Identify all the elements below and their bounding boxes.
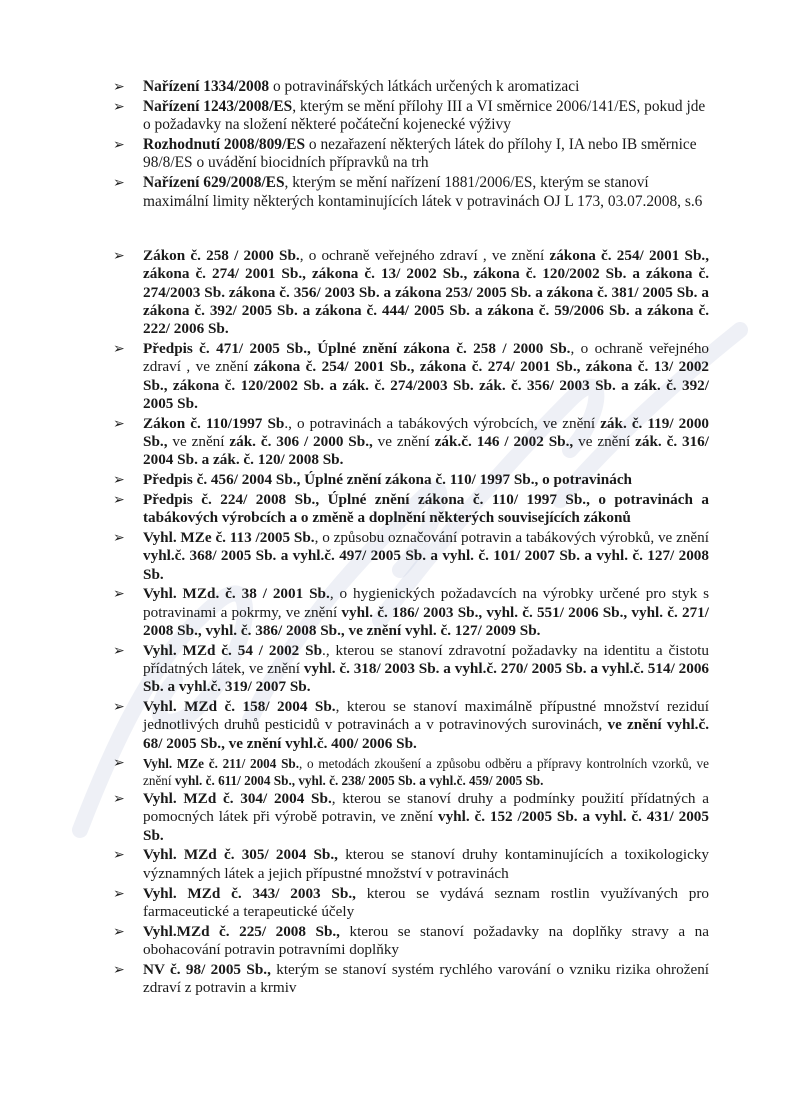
- description-text: kterým se stanoví systém rychlého varování o vzniku rizika ohrožení zdraví z potravin a krmiv: [143, 960, 710, 996]
- reference-bold-text: NV č. 98/ 2005 Sb.,: [143, 960, 271, 978]
- reference-bold-text: vyhl. č. 318/ 2003 Sb. a vyhl.č. 270/ 2005 Sb. a vyhl.č. 514/ 2006 Sb. a vyhl.č. 319/ 2007 Sb.: [143, 660, 710, 696]
- description-text: , kterým se mění nařízení 1881/2006/ES, kterým se stanoví maximální limity některých kontaminujících látek v potravinách OJ L 173, 03.07.2008, s.6: [143, 173, 703, 210]
- description-text: kterou se vydává seznam rostlin využívaných pro farmaceutické a terapeutické účely: [143, 884, 709, 920]
- list-item: [113, 755, 709, 789]
- reference-bold-text: zák. č. 119/ 2000 Sb.,: [143, 414, 710, 450]
- description-text: , o ochraně veřejného zdraví , ve znění: [143, 339, 710, 376]
- description-text: kterou se stanoví požadavky na doplňky stravy a na obohacování potravin potravními doplňky: [143, 922, 709, 958]
- reference-bold-text: Vyhl. MZd č. 158/ 2004 Sb.: [143, 698, 336, 716]
- reference-bold-text: Rozhodnutí 2008/809/ES: [143, 135, 306, 153]
- description-text: ve znění: [167, 432, 230, 450]
- reference-bold-text: Předpis č. 224/ 2008 Sb., Úplné znění zákona č. 110/ 1997 Sb., o potravinách a tabákových výrobcích a o změně a doplnění některých souvisejících zákonů: [143, 490, 709, 527]
- reference-bold-text: Nařízení 1334/2008: [143, 78, 270, 95]
- reference-bold-text: zákona č. 254/ 2001 Sb., zákona č. 274/ 2001 Sb., zákona č. 13/ 2002 Sb., zákona č. 120/2002 Sb. a zákona č. 274/2003 Sb. zákona č. 356/ 2003 Sb. a zákona 253/ 2005 Sb. a zákona č. 381/ 2005 Sb. a zákona č. 392/ 2005 Sb. a zákona č. 444/ 2005 Sb. a zákona č. 59/2006 Sb. a zákona č. 222/ 2006 Sb.: [143, 247, 709, 338]
- reference-bold-text: Vyhl. MZe č. 211/ 2004 Sb.: [143, 755, 300, 771]
- list-item: [113, 961, 709, 998]
- reference-bold-text: Vyhl. MZd č. 304/ 2004 Sb.: [143, 790, 332, 808]
- list-item: [113, 698, 709, 753]
- list-item: [113, 885, 709, 922]
- reference-bold-text: Vyhl. MZd. č. 38 / 2001 Sb.: [143, 585, 330, 603]
- reference-bold-text: Zákon č. 110/1997 Sb: [143, 414, 285, 432]
- list-item: [113, 585, 709, 640]
- description-text: , kterou se stanoví druhy a podmínky použití přídatných a pomocných látek při výrobě potravin, ve znění: [143, 790, 709, 826]
- list-item: [113, 247, 709, 338]
- description-text: ve znění: [573, 432, 636, 450]
- list-item: [113, 136, 709, 173]
- description-text: o nezařazení některých látek do přílohy I, IA nebo IB směrnice 98/8/ES o uvádění biocidních přípravků na trh: [143, 135, 697, 172]
- reference-bold-text: zák. č. 316/ 2004 Sb. a zák. č. 120/ 2008 Sb.: [143, 432, 709, 469]
- list-item: [113, 923, 709, 960]
- list-item: [113, 790, 709, 845]
- description-text: , kterým se mění přílohy III a VI směrnice 2006/141/ES, pokud jde o požadavky na složení některé počáteční kojenecké výživy: [143, 97, 706, 134]
- reference-bold-text: vyhl. č. 611/ 2004 Sb., vyhl. č. 238/ 2005 Sb. a vyhl.č. 459/ 2005 Sb.: [174, 772, 544, 788]
- reference-bold-text: Vyhl. MZd č. 343/ 2003 Sb.,: [143, 884, 356, 902]
- list-item: [113, 642, 709, 697]
- reference-bold-text: zákona č. 254/ 2001 Sb., zákona č. 274/ 2001 Sb., zákona č. 13/ 2002 Sb., zákona č. 120/2002 Sb. a zák. č. 274/2003 Sb. zák. č. 356/ 2003 Sb. a zák. č. 392/ 2005 Sb.: [143, 358, 710, 412]
- regulation-list-national: [113, 247, 709, 999]
- reference-bold-text: vyhl. č. 152 /2005 Sb. a vyhl. č. 431/ 2005 Sb.: [143, 808, 709, 844]
- reference-bold-text: Zákon č. 258 / 2000 Sb.: [143, 247, 300, 264]
- reference-bold-text: ve znění vyhl.č. 68/ 2005 Sb., ve znění vyhl.č. 400/ 2006 Sb.: [143, 716, 709, 752]
- description-text: kterou se stanoví druhy kontaminujících a toxikologicky významných látek a jejich přípustné množství v potravinách: [143, 846, 709, 882]
- reference-bold-text: Vyhl.MZd č. 225/ 2008 Sb.,: [143, 922, 340, 940]
- list-item: [113, 415, 709, 470]
- reference-bold-text: zák. č. 306 / 2000 Sb.,: [229, 432, 373, 450]
- list-item: [113, 98, 709, 135]
- list-item: [113, 174, 709, 211]
- list-item: [113, 529, 709, 584]
- reference-bold-text: Nařízení 629/2008/ES: [143, 173, 285, 191]
- list-item: [113, 471, 709, 489]
- reference-bold-text: Vyhl. MZd č. 54 / 2002 Sb: [143, 641, 323, 659]
- description-text: ., kterou se stanoví zdravotní požadavky na identitu a čistotu přídatných látek, ve znění: [143, 641, 709, 678]
- list-item: [113, 846, 709, 883]
- description-text: ., o potravinách a tabákových výrobcích, ve znění: [284, 414, 601, 432]
- reference-bold-text: zák.č. 146 / 2002 Sb.,: [434, 432, 574, 450]
- reference-bold-text: Nařízení 1243/2008/ES: [143, 97, 293, 115]
- list-item: [113, 78, 709, 97]
- description-text: o potravinářských látkách určených k aromatizaci: [269, 78, 580, 95]
- reference-bold-text: Vyhl. MZd č. 305/ 2004 Sb.,: [143, 846, 338, 864]
- reference-bold-text: vyhl. č. 186/ 2003 Sb., vyhl. č. 551/ 2006 Sb., vyhl. č. 271/ 2008 Sb., vyhl. č. 386/ 2008 Sb., ve znění vyhl. č. 127/ 2009 Sb.: [143, 603, 709, 639]
- description-text: ve znění: [372, 432, 435, 450]
- description-text: , o hygienických požadavcích na výrobky určené pro styk s potravinami a pokrmy, ve znění: [143, 585, 709, 621]
- description-text: , o metodách zkoušení a způsobu odběru a přípravy kontrolních vzorků, ve znění: [143, 755, 709, 788]
- description-text: , o ochraně veřejného zdraví , ve znění: [299, 247, 550, 264]
- list-item: [113, 340, 709, 413]
- regulation-list-eu: [113, 78, 709, 212]
- description-text: , kterou se stanoví maximálně přípustné množství reziduí jednotlivých druhů pesticidů v potravinách a v potravinových surovinách,: [143, 698, 709, 734]
- reference-bold-text: Předpis č. 471/ 2005 Sb., Úplné znění zákona č. 258 / 2000 Sb.: [143, 339, 571, 357]
- reference-bold-text: Předpis č. 456/ 2004 Sb., Úplné znění zákona č. 110/ 1997 Sb., o potravinách: [143, 471, 633, 489]
- reference-bold-text: Vyhl. MZe č. 113 /2005 Sb.: [143, 528, 315, 546]
- list-item: [113, 491, 709, 528]
- reference-bold-text: vyhl.č. 368/ 2005 Sb. a vyhl.č. 497/ 2005 Sb. a vyhl. č. 101/ 2007 Sb. a vyhl. č. 127/ 2008 Sb.: [143, 547, 709, 583]
- description-text: , o způsobu označování potravin a tabákových výrobků, ve znění: [314, 528, 709, 546]
